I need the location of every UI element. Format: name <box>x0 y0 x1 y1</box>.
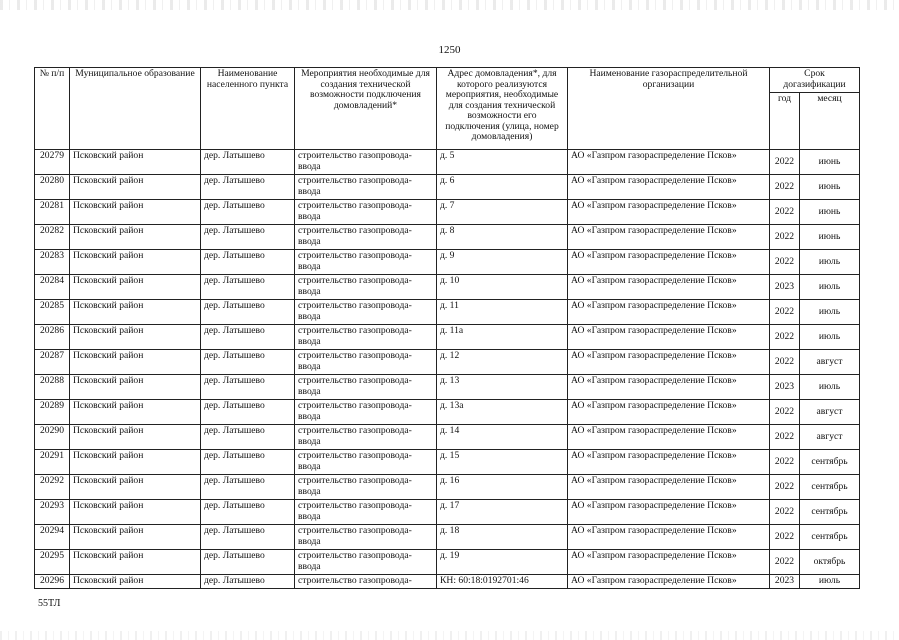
cell-settlement: дер. Латышево <box>201 300 295 325</box>
cell-organization: АО «Газпром газораспределение Псков» <box>568 300 770 325</box>
table-row <box>35 275 860 300</box>
cell-num: 20296 <box>35 575 70 589</box>
cell-address: д. 10 <box>437 275 568 300</box>
cell-month: июль <box>800 575 860 589</box>
cell-month: июнь <box>800 225 860 250</box>
table-row <box>35 550 860 575</box>
cell-settlement: дер. Латышево <box>201 175 295 200</box>
cell-settlement: дер. Латышево <box>201 525 295 550</box>
cell-num: 20280 <box>35 175 70 200</box>
cell-address: д. 11а <box>437 325 568 350</box>
cell-municipality: Псковский район <box>70 350 201 375</box>
cell-address: д. 9 <box>437 250 568 275</box>
cell-year: 2022 <box>770 450 800 475</box>
cell-organization: АО «Газпром газораспределение Псков» <box>568 475 770 500</box>
cell-municipality: Псковский район <box>70 150 201 175</box>
cell-year: 2023 <box>770 275 800 300</box>
cell-settlement: дер. Латышево <box>201 575 295 589</box>
cell-municipality: Псковский район <box>70 200 201 225</box>
cell-settlement: дер. Латышево <box>201 375 295 400</box>
cell-measure: строительство газопровода-ввода <box>295 275 437 300</box>
cell-year: 2022 <box>770 150 800 175</box>
cell-address: д. 7 <box>437 200 568 225</box>
cell-year: 2022 <box>770 225 800 250</box>
cell-measure: строительство газопровода-ввода <box>295 375 437 400</box>
cell-organization: АО «Газпром газораспределение Псков» <box>568 575 770 589</box>
cell-organization: АО «Газпром газораспределение Псков» <box>568 175 770 200</box>
table-row <box>35 375 860 400</box>
cell-address: д. 8 <box>437 225 568 250</box>
cell-num: 20283 <box>35 250 70 275</box>
cell-year: 2022 <box>770 300 800 325</box>
table-row <box>35 325 860 350</box>
cell-settlement: дер. Латышево <box>201 350 295 375</box>
table-row <box>35 150 860 175</box>
header-month: месяц <box>800 93 860 150</box>
cell-num: 20289 <box>35 400 70 425</box>
cell-address: д. 16 <box>437 475 568 500</box>
table-row <box>35 200 860 225</box>
cell-num: 20292 <box>35 475 70 500</box>
cell-settlement: дер. Латышево <box>201 250 295 275</box>
header-organization: Наименование газораспределительной организации <box>568 68 770 150</box>
table-row <box>35 250 860 275</box>
cell-organization: АО «Газпром газораспределение Псков» <box>568 425 770 450</box>
cell-organization: АО «Газпром газораспределение Псков» <box>568 400 770 425</box>
cell-measure: строительство газопровода-ввода <box>295 500 437 525</box>
table-row <box>35 500 860 525</box>
table-row <box>35 225 860 250</box>
cell-month: сентябрь <box>800 525 860 550</box>
cell-measure: строительство газопровода-ввода <box>295 425 437 450</box>
cell-organization: АО «Газпром газораспределение Псков» <box>568 350 770 375</box>
header-address: Адрес домовладения*, для которого реализуются мероприятия, необходимые для создания технической возможности его подключения (улица, номер домовладения) <box>437 68 568 150</box>
cell-address: КН: 60:18:0192701:46 <box>437 575 568 589</box>
cell-organization: АО «Газпром газораспределение Псков» <box>568 150 770 175</box>
cell-num: 20282 <box>35 225 70 250</box>
cell-measure: строительство газопровода-ввода <box>295 225 437 250</box>
cell-num: 20279 <box>35 150 70 175</box>
cell-municipality: Псковский район <box>70 550 201 575</box>
cell-month: июль <box>800 375 860 400</box>
table-row <box>35 450 860 475</box>
table-row <box>35 575 860 589</box>
cell-settlement: дер. Латышево <box>201 400 295 425</box>
table-row <box>35 350 860 375</box>
cell-month: октябрь <box>800 550 860 575</box>
cell-organization: АО «Газпром газораспределение Псков» <box>568 450 770 475</box>
cell-measure: строительство газопровода-ввода <box>295 300 437 325</box>
cell-num: 20287 <box>35 350 70 375</box>
gasification-table <box>34 67 860 589</box>
cell-measure: строительство газопровода-ввода <box>295 150 437 175</box>
cell-num: 20286 <box>35 325 70 350</box>
cell-num: 20293 <box>35 500 70 525</box>
cell-address: д. 12 <box>437 350 568 375</box>
cell-address: д. 18 <box>437 525 568 550</box>
cell-month: июль <box>800 275 860 300</box>
cell-year: 2022 <box>770 550 800 575</box>
header-num: № п/п <box>35 68 70 150</box>
cell-address: д. 11 <box>437 300 568 325</box>
cell-month: июнь <box>800 200 860 225</box>
cell-month: август <box>800 350 860 375</box>
table-header <box>35 68 860 150</box>
cell-month: июнь <box>800 150 860 175</box>
cell-measure: строительство газопровода- <box>295 575 437 589</box>
cell-municipality: Псковский район <box>70 475 201 500</box>
table-row <box>35 400 860 425</box>
cell-month: июль <box>800 250 860 275</box>
cell-organization: АО «Газпром газораспределение Псков» <box>568 375 770 400</box>
cell-num: 20284 <box>35 275 70 300</box>
cell-month: сентябрь <box>800 450 860 475</box>
cell-municipality: Псковский район <box>70 425 201 450</box>
cell-address: д. 13а <box>437 400 568 425</box>
cell-measure: строительство газопровода-ввода <box>295 550 437 575</box>
cell-year: 2023 <box>770 575 800 589</box>
cell-year: 2022 <box>770 525 800 550</box>
cell-organization: АО «Газпром газораспределение Псков» <box>568 500 770 525</box>
cell-address: д. 15 <box>437 450 568 475</box>
cell-measure: строительство газопровода-ввода <box>295 450 437 475</box>
cell-organization: АО «Газпром газораспределение Псков» <box>568 200 770 225</box>
cell-num: 20294 <box>35 525 70 550</box>
cell-year: 2022 <box>770 475 800 500</box>
cell-measure: строительство газопровода-ввода <box>295 200 437 225</box>
table-row <box>35 425 860 450</box>
cell-municipality: Псковский район <box>70 275 201 300</box>
cell-address: д. 14 <box>437 425 568 450</box>
cell-year: 2022 <box>770 200 800 225</box>
cell-measure: строительство газопровода-ввода <box>295 475 437 500</box>
cell-year: 2023 <box>770 375 800 400</box>
page-number: 1250 <box>438 44 461 56</box>
table-body <box>35 150 860 589</box>
cell-municipality: Псковский район <box>70 500 201 525</box>
cell-year: 2022 <box>770 425 800 450</box>
cell-measure: строительство газопровода-ввода <box>295 175 437 200</box>
header-measures: Мероприятия необходимые для создания технической возможности подключения домовладений* <box>295 68 437 150</box>
cell-address: д. 5 <box>437 150 568 175</box>
cell-settlement: дер. Латышево <box>201 425 295 450</box>
cell-settlement: дер. Латышево <box>201 225 295 250</box>
cell-address: д. 17 <box>437 500 568 525</box>
cell-municipality: Псковский район <box>70 175 201 200</box>
cell-measure: строительство газопровода-ввода <box>295 525 437 550</box>
cell-settlement: дер. Латышево <box>201 275 295 300</box>
cell-organization: АО «Газпром газораспределение Псков» <box>568 525 770 550</box>
cell-num: 20281 <box>35 200 70 225</box>
cell-num: 20291 <box>35 450 70 475</box>
cell-organization: АО «Газпром газораспределение Псков» <box>568 225 770 250</box>
table-row <box>35 175 860 200</box>
cell-month: сентябрь <box>800 500 860 525</box>
header-year: год <box>770 93 800 150</box>
cell-month: август <box>800 400 860 425</box>
cell-settlement: дер. Латышево <box>201 450 295 475</box>
cell-measure: строительство газопровода-ввода <box>295 400 437 425</box>
cell-settlement: дер. Латышево <box>201 500 295 525</box>
cell-measure: строительство газопровода-ввода <box>295 250 437 275</box>
cell-municipality: Псковский район <box>70 225 201 250</box>
cell-month: июль <box>800 300 860 325</box>
cell-num: 20290 <box>35 425 70 450</box>
cell-municipality: Псковский район <box>70 575 201 589</box>
header-term: Срок догазификации <box>770 68 860 93</box>
cell-measure: строительство газопровода-ввода <box>295 325 437 350</box>
cell-num: 20285 <box>35 300 70 325</box>
cell-settlement: дер. Латышево <box>201 150 295 175</box>
header-municipality: Муниципальное образование <box>70 68 201 150</box>
cell-year: 2022 <box>770 175 800 200</box>
cell-municipality: Псковский район <box>70 300 201 325</box>
cell-municipality: Псковский район <box>70 375 201 400</box>
table-row <box>35 475 860 500</box>
cell-year: 2022 <box>770 325 800 350</box>
cell-month: июнь <box>800 175 860 200</box>
cell-municipality: Псковский район <box>70 450 201 475</box>
cell-municipality: Псковский район <box>70 325 201 350</box>
table-row <box>35 525 860 550</box>
cell-num: 20295 <box>35 550 70 575</box>
cell-year: 2022 <box>770 250 800 275</box>
cell-month: июль <box>800 325 860 350</box>
cell-year: 2022 <box>770 400 800 425</box>
cell-settlement: дер. Латышево <box>201 325 295 350</box>
cell-organization: АО «Газпром газораспределение Псков» <box>568 325 770 350</box>
cell-month: сентябрь <box>800 475 860 500</box>
cell-month: август <box>800 425 860 450</box>
cell-year: 2022 <box>770 500 800 525</box>
table-row <box>35 300 860 325</box>
cell-num: 20288 <box>35 375 70 400</box>
cell-organization: АО «Газпром газораспределение Псков» <box>568 250 770 275</box>
scan-edge-bottom <box>0 631 899 640</box>
scan-edge-top <box>0 0 899 10</box>
cell-settlement: дер. Латышево <box>201 200 295 225</box>
cell-address: д. 6 <box>437 175 568 200</box>
cell-measure: строительство газопровода-ввода <box>295 350 437 375</box>
cell-settlement: дер. Латышево <box>201 550 295 575</box>
cell-address: д. 19 <box>437 550 568 575</box>
cell-year: 2022 <box>770 350 800 375</box>
footer-code: 55ТЛ <box>38 598 61 609</box>
cell-municipality: Псковский район <box>70 400 201 425</box>
cell-organization: АО «Газпром газораспределение Псков» <box>568 550 770 575</box>
cell-settlement: дер. Латышево <box>201 475 295 500</box>
cell-organization: АО «Газпром газораспределение Псков» <box>568 275 770 300</box>
cell-address: д. 13 <box>437 375 568 400</box>
header-settlement: Наименование населенного пункта <box>201 68 295 150</box>
cell-municipality: Псковский район <box>70 525 201 550</box>
cell-municipality: Псковский район <box>70 250 201 275</box>
